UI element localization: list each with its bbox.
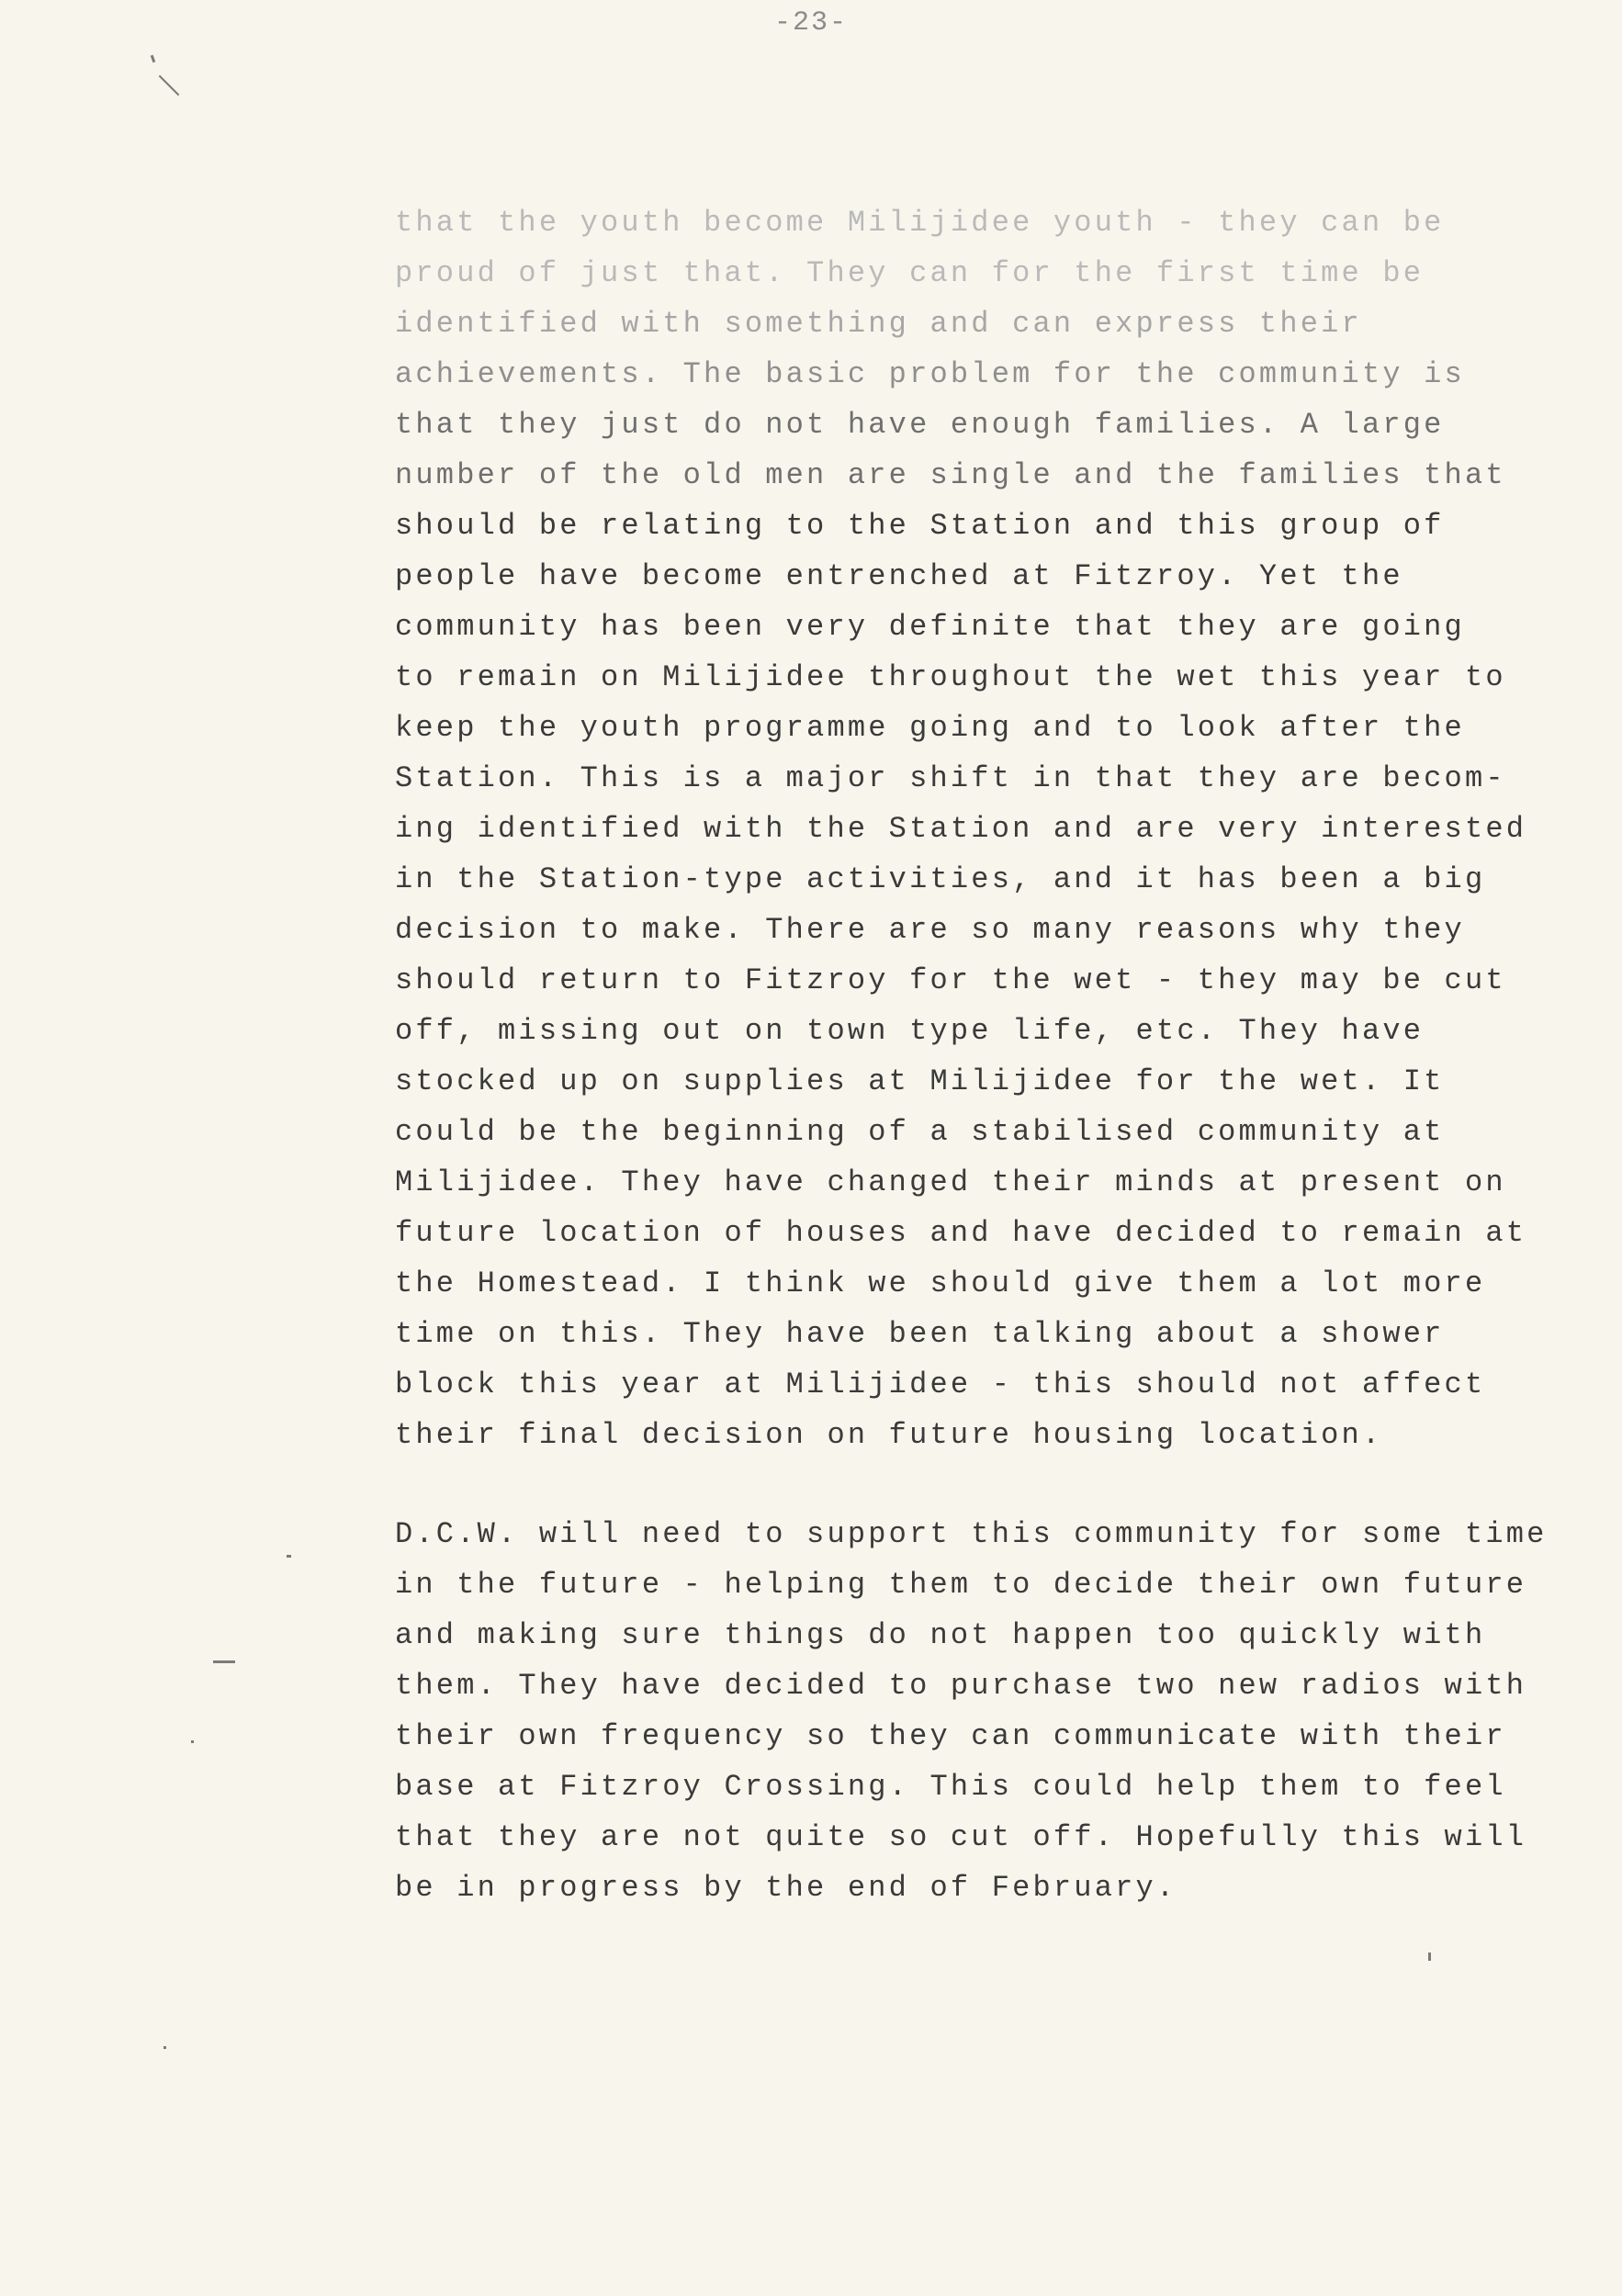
scan-speck (1428, 1953, 1431, 1961)
text-line: keep the youth programme going and to look after the (395, 711, 1465, 745)
text-line: be in progress by the end of February. (395, 1871, 1177, 1905)
text-line: identified with something and can express their (395, 307, 1362, 341)
text-line: block this year at Milijidee - this should not affect (395, 1367, 1486, 1401)
paragraph-dcw-support (395, 1509, 1571, 1913)
text-line: community has been very definite that they are going (395, 610, 1465, 644)
scan-speck (191, 1740, 194, 1743)
text-line: people have become entrenched at Fitzroy. Yet the (395, 559, 1403, 593)
text-line: the Homestead. I think we should give them a lot more (395, 1266, 1486, 1300)
scan-speck (287, 1555, 291, 1558)
text-line: decision to make. There are so many reasons why they (395, 913, 1465, 947)
text-line: that they just do not have enough families. A large (395, 408, 1445, 442)
text-line: Station. This is a major shift in that they are becom- (395, 761, 1506, 795)
text-line: their own frequency so they can communicate with their (395, 1719, 1506, 1753)
text-line: achievements. The basic problem for the community is (395, 357, 1465, 391)
scan-speck (151, 55, 156, 63)
text-line: that they are not quite so cut off. Hopefully this will (395, 1820, 1527, 1854)
text-line: time on this. They have been talking about a shower (395, 1317, 1445, 1351)
text-line: number of the old men are single and the families that (395, 458, 1506, 492)
text-line: ing identified with the Station and are very interested (395, 812, 1527, 846)
text-line: D.C.W. will need to support this community for some time (395, 1517, 1548, 1551)
text-line: could be the beginning of a stabilised community at (395, 1115, 1445, 1149)
text-line: proud of just that. They can for the first time be (395, 256, 1425, 290)
scan-speck (213, 1660, 235, 1663)
text-line: should be relating to the Station and this group of (395, 509, 1445, 543)
text-line: should return to Fitzroy for the wet - they may be cut (395, 963, 1506, 997)
text-line: and making sure things do not happen too quickly with (395, 1618, 1486, 1652)
page-number: -23- (773, 7, 848, 39)
text-line: in the future - helping them to decide their own future (395, 1568, 1527, 1602)
text-line: to remain on Milijidee throughout the wet this year to (395, 660, 1506, 694)
scan-speck (163, 2046, 166, 2049)
text-line: stocked up on supplies at Milijidee for the wet. It (395, 1064, 1445, 1098)
text-line: their final decision on future housing location. (395, 1418, 1383, 1452)
paragraph-youth-and-families (395, 197, 1571, 1460)
text-line: base at Fitzroy Crossing. This could help them to feel (395, 1770, 1506, 1804)
text-line: off, missing out on town type life, etc. They have (395, 1014, 1425, 1048)
text-line: in the Station-type activities, and it has been a big (395, 862, 1486, 896)
text-line: Milijidee. They have changed their minds at present on (395, 1165, 1506, 1199)
scan-speck (159, 75, 180, 96)
text-line: future location of houses and have decided to remain at (395, 1216, 1527, 1250)
text-line: that the youth become Milijidee youth - they can be (395, 206, 1445, 240)
text-line: them. They have decided to purchase two new radios with (395, 1669, 1527, 1703)
